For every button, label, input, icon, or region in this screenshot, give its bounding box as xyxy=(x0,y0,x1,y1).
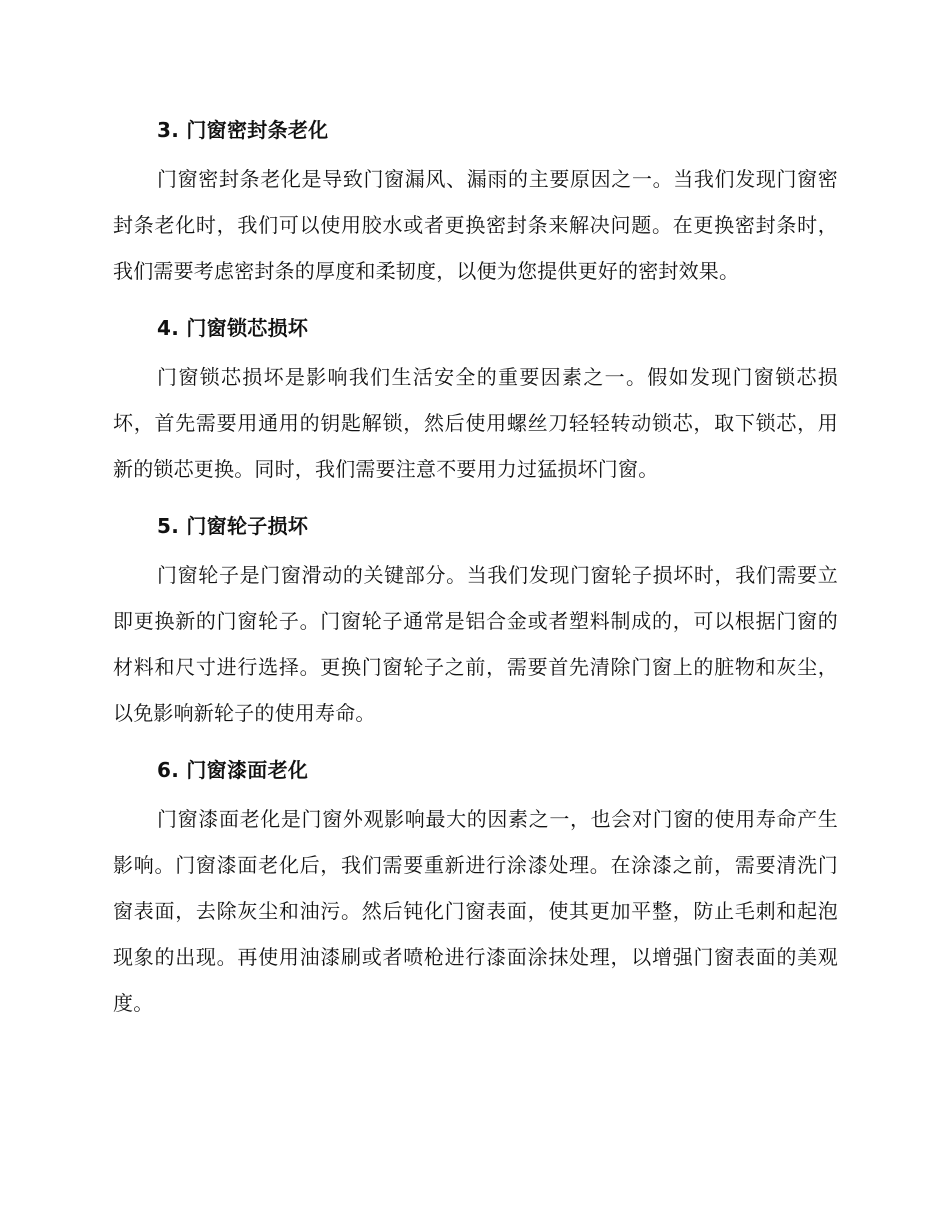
section-paint-aging xyxy=(113,748,838,1026)
section-heading: 5. 门窗轮子损坏 xyxy=(157,514,309,538)
section-seal-strip-aging xyxy=(113,108,838,294)
section-paragraph: 门窗轮子是门窗滑动的关键部分。当我们发现门窗轮子损坏时，我们需要立即更换新的门窗轮子。门窗轮子通常是铝合金或者塑料制成的，可以根据门窗的材料和尺寸进行选择。更换门窗轮子之前，需要首先清除门窗上的脏物和灰尘，以免影响新轮子的使用寿命。 xyxy=(113,563,838,725)
section-lock-cylinder-damage xyxy=(113,306,838,492)
section-paragraph: 门窗漆面老化是门窗外观影响最大的因素之一，也会对门窗的使用寿命产生影响。门窗漆面老化后，我们需要重新进行涂漆处理。在涂漆之前，需要清洗门窗表面，去除灰尘和油污。然后钝化门窗表面，使其更加平整，防止毛刺和起泡现象的出现。再使用油漆刷或者喷枪进行漆面涂抹处理，以增强门窗表面的美观度。 xyxy=(113,807,838,1015)
section-paragraph: 门窗锁芯损坏是影响我们生活安全的重要因素之一。假如发现门窗锁芯损坏，首先需要用通用的钥匙解锁，然后使用螺丝刀轻轻转动锁芯，取下锁芯，用新的锁芯更换。同时，我们需要注意不要用力过猛损坏门窗。 xyxy=(113,365,838,481)
section-wheel-damage xyxy=(113,504,838,736)
section-paragraph: 门窗密封条老化是导致门窗漏风、漏雨的主要原因之一。当我们发现门窗密封条老化时，我们可以使用胶水或者更换密封条来解决问题。在更换密封条时，我们需要考虑密封条的厚度和柔韧度，以便为您提供更好的密封效果。 xyxy=(113,167,838,283)
section-heading: 3. 门窗密封条老化 xyxy=(157,118,329,142)
section-heading: 4. 门窗锁芯损坏 xyxy=(157,316,309,340)
section-heading: 6. 门窗漆面老化 xyxy=(157,758,309,782)
document-content xyxy=(113,108,838,1038)
